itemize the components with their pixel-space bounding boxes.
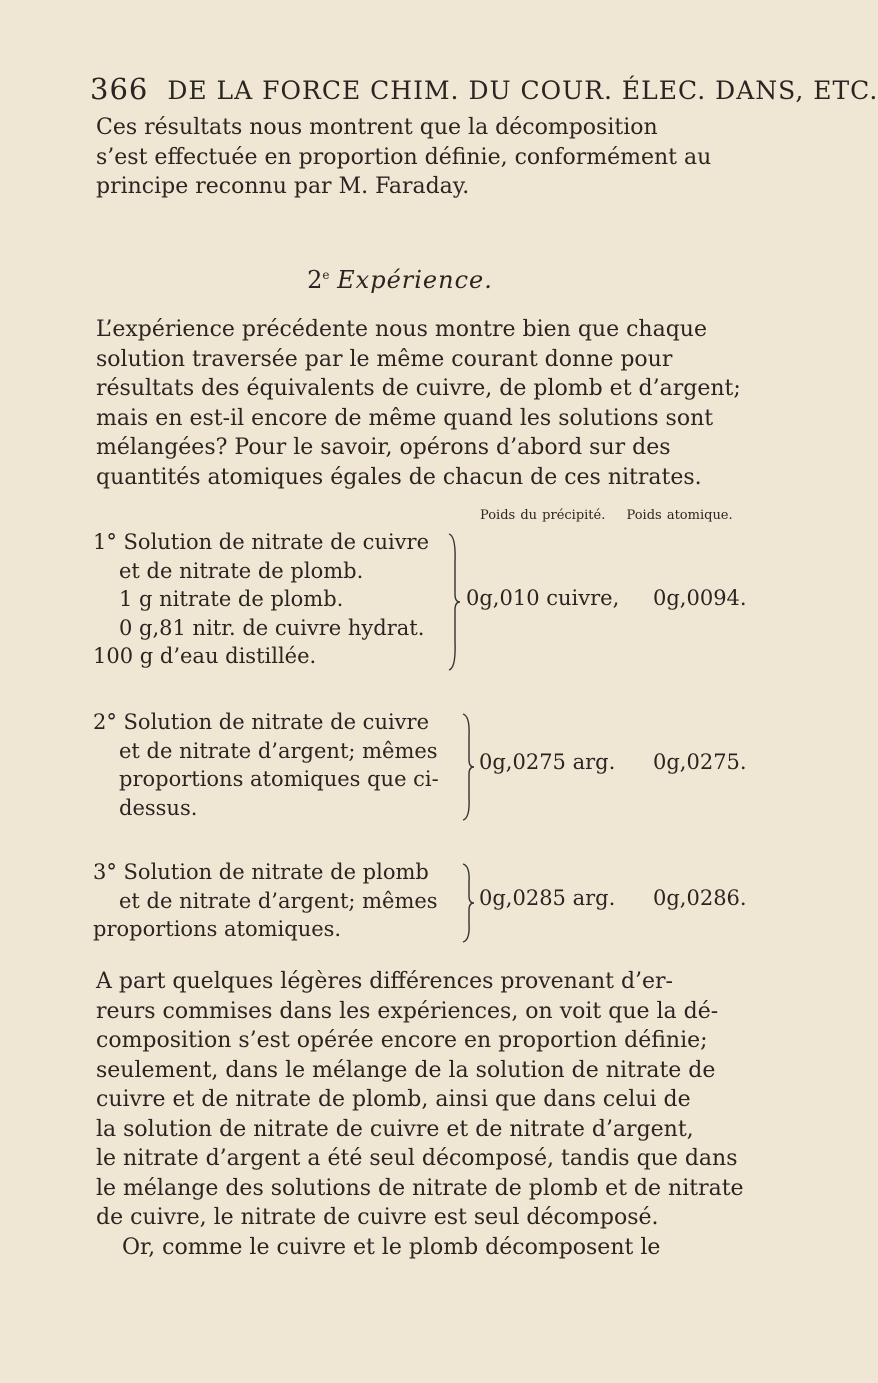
text-line: 0 g,81 nitr. de cuivre hydrat. [119, 615, 425, 640]
text-line: et de nitrate d’argent; mêmes [119, 738, 438, 763]
text-line: 1° Solution de nitrate de cuivre [93, 530, 430, 554]
right-brace-icon [461, 712, 475, 822]
atomic-weight-value: 0g,0094. [653, 586, 747, 610]
text-line: proportions atomiques. [93, 917, 342, 941]
text-line: de cuivre, le nitrate de cuivre est seul décomposé. [96, 1205, 659, 1230]
precipitate-value: 0g,0285 arg. [479, 886, 616, 910]
page-number: 366 [90, 72, 149, 106]
row-description [93, 858, 453, 944]
precipitate-value: 0g,0275 arg. [479, 750, 616, 774]
right-brace-icon [447, 532, 461, 672]
text-line: mélangées? Pour le savoir, opérons d’abord sur des [96, 435, 671, 460]
intro-paragraph [96, 113, 736, 202]
text-line: et de nitrate de plomb. [119, 558, 364, 583]
text-line: 100 g d’eau distillée. [93, 644, 317, 668]
text-line: dessus. [119, 795, 198, 820]
text-line: seulement, dans le mélange de la solution de nitrate de [96, 1057, 716, 1083]
atomic-weight-value: 0g,0286. [653, 886, 747, 910]
running-header [90, 72, 878, 106]
text-line: proportions atomiques que ci- [119, 767, 439, 791]
text-line: le mélange des solutions de nitrate de plomb et de nitrate [96, 1175, 744, 1201]
column-header-atomic-weight: Poids atomique. [626, 508, 733, 523]
precipitate-value: 0g,010 cuivre, [466, 586, 620, 610]
table-row [93, 708, 773, 828]
paragraph-2 [96, 315, 741, 492]
paragraph-3 [96, 967, 744, 1262]
text-line: composition s’est opérée encore en proportion définie; [96, 1028, 708, 1053]
text-line: 2° Solution de nitrate de cuivre [93, 710, 430, 734]
column-header-precipitate: Poids du précipité. [480, 508, 606, 523]
section-title: Expérience. [337, 266, 493, 294]
text-line: quantités atomiques égales de chacun de ces nitrates. [96, 464, 702, 490]
text-line: la solution de nitrate de cuivre et de nitrate d’argent, [96, 1116, 694, 1142]
section-number: 2e [307, 266, 330, 294]
text-line: mais en est-il encore de même quand les solutions sont [96, 405, 714, 431]
atomic-weight-value: 0g,0275. [653, 750, 747, 774]
text-line: cuivre et de nitrate de plomb, ainsi que dans celui de [96, 1087, 691, 1112]
row-description [93, 708, 453, 822]
text-line: résultats des équivalents de cuivre, de plomb et d’argent; [96, 376, 741, 401]
table-column-headers [480, 508, 770, 523]
running-title: DE LA FORCE CHIM. DU COUR. ÉLEC. DANS, ETC. [167, 76, 878, 105]
text-line: et de nitrate d’argent; mêmes [119, 888, 438, 913]
table-row [93, 858, 773, 948]
text-line: 3° Solution de nitrate de plomb [93, 860, 429, 884]
table-row [93, 528, 773, 678]
text-line: solution traversée par le même courant donne pour [96, 346, 673, 372]
text-line: s’est effectuée en proportion définie, conformément au [96, 144, 712, 170]
text-line: principe reconnu par M. Faraday. [96, 174, 470, 199]
text-line: 1 g nitrate de plomb. [119, 587, 344, 611]
text-line: reurs commises dans les expériences, on voit que la dé- [96, 998, 719, 1024]
row-description [93, 528, 453, 671]
right-brace-icon [461, 862, 475, 944]
text-line: A part quelques légères différences provenant d’er- [96, 969, 673, 994]
text-line: L’expérience précédente nous montre bien que chaque [96, 317, 707, 342]
section-heading [0, 266, 800, 294]
text-line: le nitrate d’argent a été seul décomposé, tandis que dans [96, 1146, 738, 1171]
text-line: Ces résultats nous montrent que la décomposition [96, 115, 658, 140]
text-line: Or, comme le cuivre et le plomb décomposent le [122, 1234, 661, 1260]
